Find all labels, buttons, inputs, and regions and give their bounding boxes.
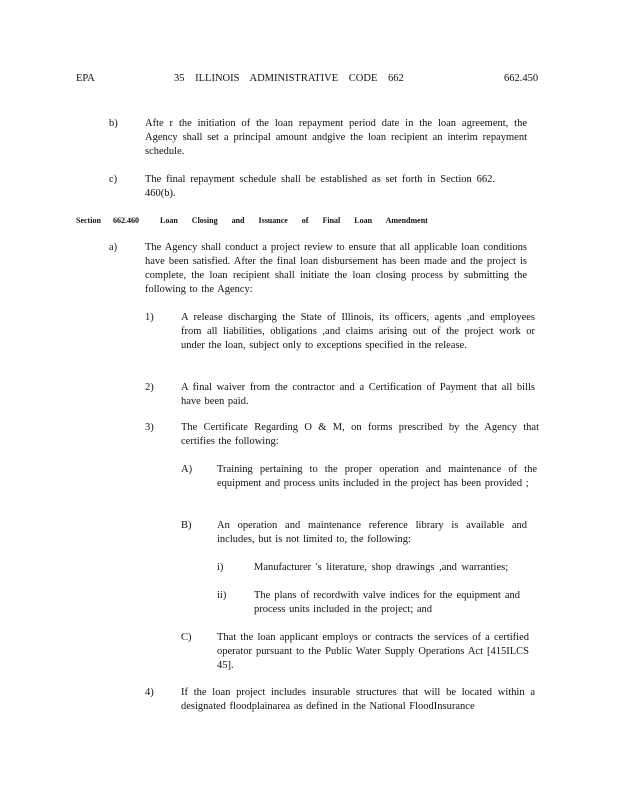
item-3-text: The Certificate Regarding O & M, on forms prescribed by the Agency that certifies the following: [181,422,539,447]
section-label: Section [76,216,101,225]
para-c-label: c) [109,174,118,185]
item-2-label: 2) [145,382,154,393]
item-3-label: 3) [145,422,154,433]
item-3B-text: An operation and maintenance reference library is available and includes, but is not limited to, the following: [217,520,527,545]
item-3B-label: B) [181,520,192,531]
section-title: Loan Closing and Issuance of Final Loan Amendment [160,216,428,225]
header-code-title: 35 ILLINOIS ADMINISTRATIVE CODE 662 [174,73,404,84]
item-4-text: If the loan project includes insurable structures that will be located within a designated floodplainarea as defined in the National FloodInsurance [181,687,535,712]
para-c-text: The final repayment schedule shall be established as set forth in Section 662. 460(b). [145,174,495,199]
item-1-text: A release discharging the State of Illinois, its officers, agents ,and employees from all liabilities, obligations ,and claims arising out of the project work or under the loan, subject only to exceptions specified in the release. [181,312,535,351]
item-3Bi-text: Manufacturer 's literature, shop drawings ,and warranties; [254,562,509,573]
section-number: 662.460 [113,216,139,225]
item-3A-text: Training pertaining to the proper operation and maintenance of the equipment and process units included in the project has been provided ; [217,464,537,489]
item-2-text: A final waiver from the contractor and a Certification of Payment that all bills have been paid. [181,382,535,407]
item-3Bii-text: The plans of recordwith valve indices for the equipment and process units included in the project; and [254,590,520,615]
header-agency: EPA [76,73,95,84]
item-3Bii-label: ii) [217,590,227,601]
para-b-label: b) [109,118,118,129]
item-1-label: 1) [145,312,154,323]
item-3A-label: A) [181,464,193,475]
para-b-text: Afte r the initiation of the loan repayment period date in the loan agreement, the Agency shall set a principal amount andgive the loan recipient an interim repayment schedule. [145,118,527,157]
para-a-label: a) [109,242,118,253]
item-3C-text: That the loan applicant employs or contracts the services of a certified operator pursuant to the Public Water Supply Operations Act [415ILCS 45]. [217,632,529,671]
item-3Bi-label: i) [217,562,224,573]
para-a-text: The Agency shall conduct a project review to ensure that all applicable loan conditions have been satisfied. After the final loan disbursement has been made and the project is complete, the loan recipient shall initiate the loan closing process by submitting the following to the Agency: [145,242,527,295]
item-3C-label: C) [181,632,192,643]
item-4-label: 4) [145,687,154,698]
header-section-number: 662.450 [504,73,539,84]
